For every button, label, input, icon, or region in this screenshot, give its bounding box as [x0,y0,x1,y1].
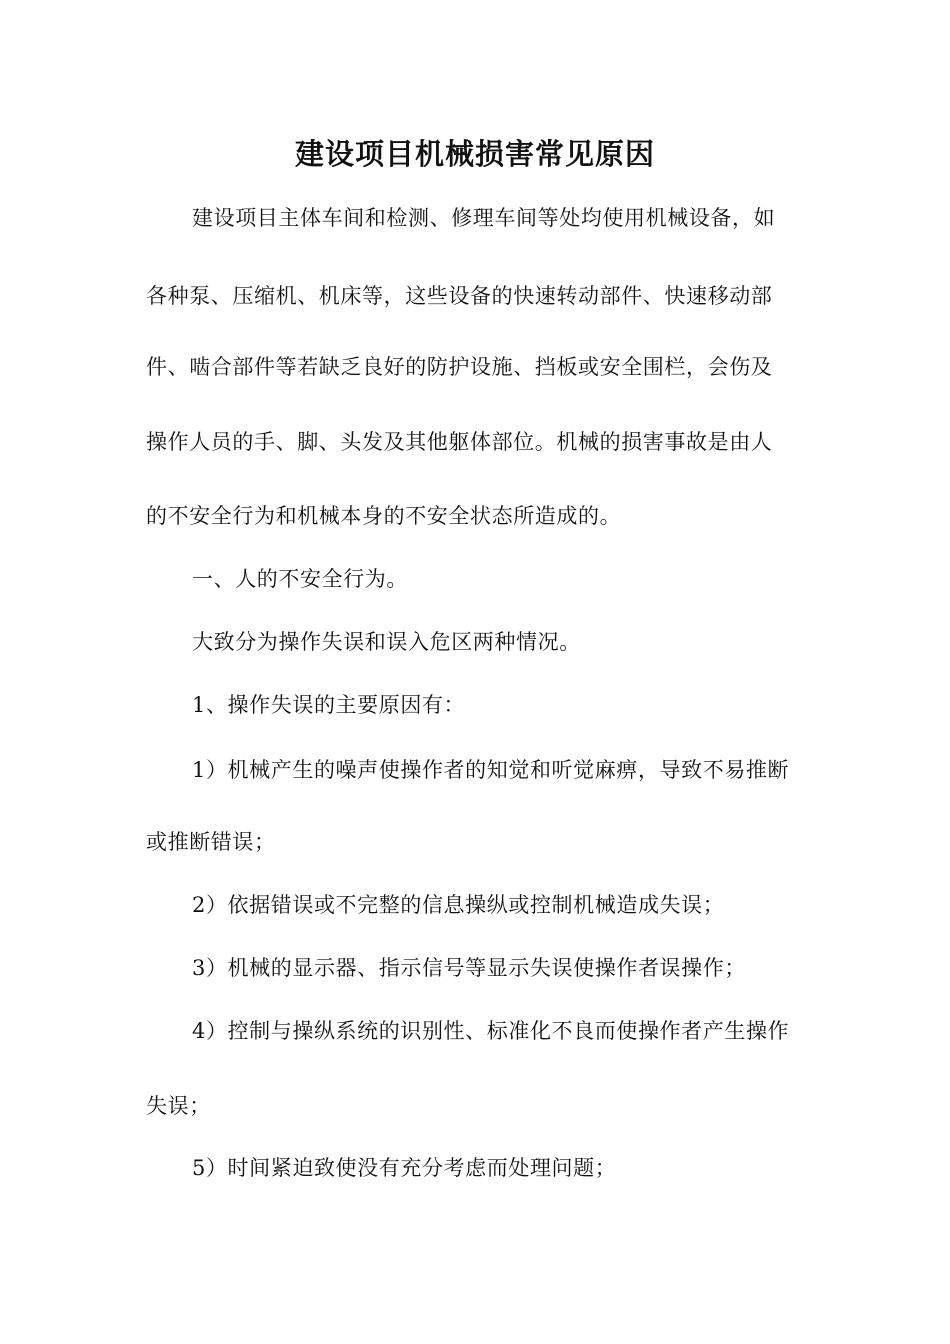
list-item-continuation: 失误； [146,1094,211,1118]
paragraph-line: 大致分为操作失误和误入危区两种情况。 [192,630,581,654]
list-item-continuation: 或推断错误； [146,830,276,854]
paragraph-line: 的不安全行为和机械本身的不安全状态所造成的。 [146,504,622,528]
paragraph-line: 操作人员的手、脚、头发及其他躯体部位。机械的损害事故是由人 [146,430,773,454]
list-item: 3）机械的显示器、指示信号等显示失误使操作者误操作； [192,956,746,980]
paragraph-line: 建设项目主体车间和检测、修理车间等处均使用机械设备，如 [192,206,776,230]
paragraph-line: 各种泵、压缩机、机床等，这些设备的快速转动部件、快速移动部 [146,284,773,308]
section-heading: 一、人的不安全行为。 [192,567,408,591]
subsection-heading: 1、操作失误的主要原因有： [192,693,466,717]
list-item: 1）机械产生的噪声使操作者的知觉和听觉麻痹，导致不易推断 [192,758,790,782]
list-item: 5）时间紧迫致使没有充分考虑而处理问题； [192,1156,617,1180]
list-item: 4）控制与操纵系统的识别性、标准化不良而使操作者产生操作 [192,1019,790,1043]
paragraph-line: 件、啮合部件等若缺乏良好的防护设施、挡板或安全围栏，会伤及 [146,355,773,379]
document-title: 建设项目机械损害常见原因 [294,137,655,171]
list-item: 2）依据错误或不完整的信息操纵或控制机械造成失误； [192,893,725,917]
